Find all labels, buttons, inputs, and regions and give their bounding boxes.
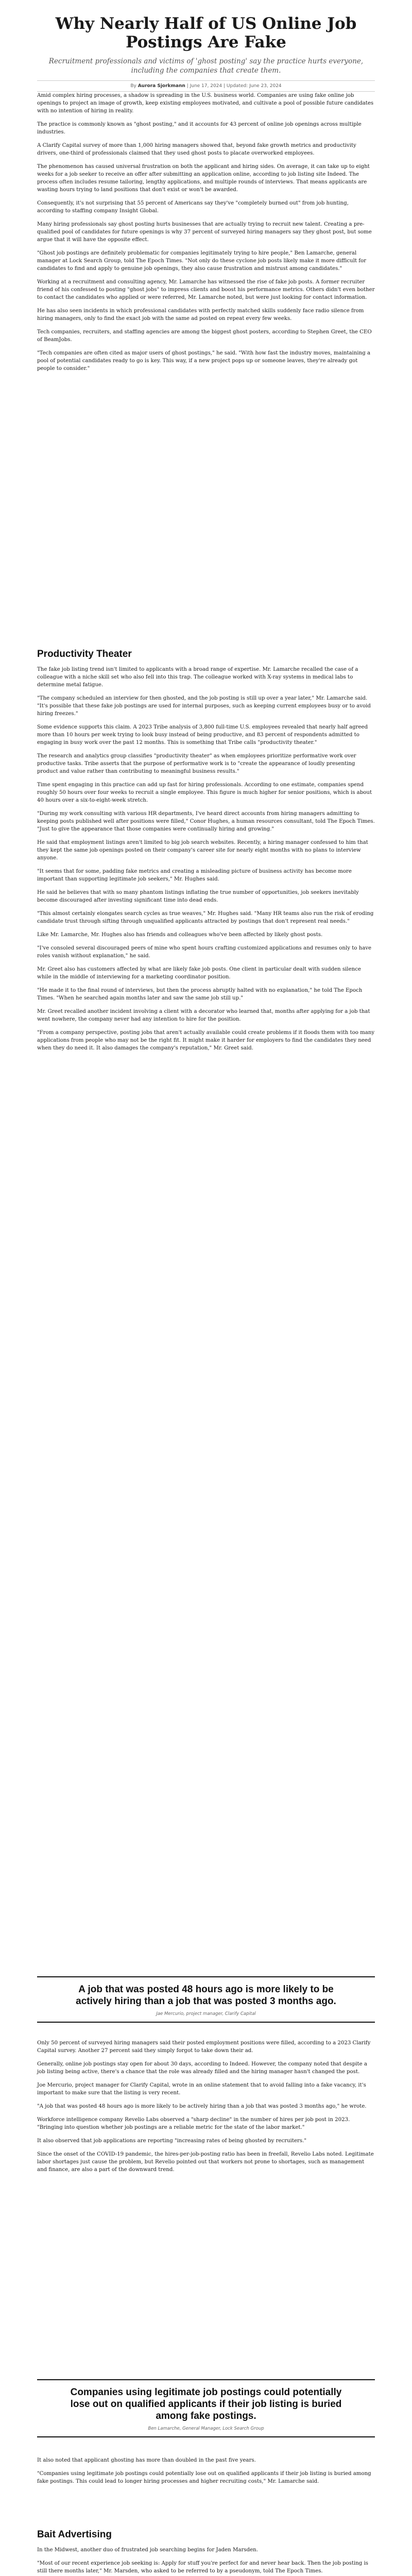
body-paragraph: "From a company perspective, posting jobs that aren't actually available could create problems if it floods them with too many applications from people who may not be the right fit. It might make it harder for employers to find the candidates they need when they do need it. It also damages the company's reputation," Mr. Greet said. (37, 1030, 375, 1051)
body-paragraph: "During my work consulting with various HR departments, I've heard direct accounts from hiring managers admitting to keeping posts published well after positions were filled," Conor Hughes, a human resources consultant, told The Epoch Times. "Just to give the appearance that those companies were continually hiring and growing." (37, 811, 375, 832)
middle-section (37, 2039, 375, 2179)
body-paragraph: "Tech companies are often cited as major users of ghost postings," he said. "With how fast the industry moves, maintaining a pool of potential candidates ready to go is key. This way, if a new project pops up or someone leaves, they're already got people to consider." (37, 350, 371, 371)
pullquote-2-text: Companies using legitimate job postings could potentially lose out on qualified applicants if their job listing is buried among fake postings. (70, 2387, 342, 2421)
body-paragraph: "This almost certainly elongates search cycles as true weaves," Mr. Hughes said. "Many HR teams also run the risk of eroding candidate trust through sifting through unqualified applicants attracted by postings that don't represent real needs." (37, 911, 374, 924)
body-paragraph: The research and analytics group classifies "productivity theater" as when employees prioritize performative work over productive tasks. Tribe asserts that the purpose of performative work is to "create the appearance of loudly presenting product and value rather than contributing to meaningful business results." (37, 753, 356, 774)
body-paragraph: "He made it to the final round of interviews, but then the process abruptly halted with no explanation," he told The Epoch Times. "When he searched again months later and saw the same job still up." (37, 988, 363, 1001)
article (37, 14, 375, 2574)
bait-section (37, 2529, 375, 2576)
body-paragraph: Only 50 percent of surveyed hiring managers said their posted employment positions were filled, according to a 2023 Clarify Capital survey. Another 27 percent said they simply forgot to take down their ad. (37, 2040, 371, 2054)
section-heading: Bait Advertising (37, 2529, 112, 2540)
byline-author[interactable]: Aurora Sjorkmann (138, 83, 185, 89)
body-paragraph: "I've consoled several discouraged peers of mine who spent hours crafting customized applications and resumes only to have roles vanish without explanation," he said. (37, 945, 372, 959)
body-paragraph: "The company scheduled an interview for then ghosted, and the job posting is still up over a year later," Mr. Lamarche said. "It's possible that these fake job postings are used for internal purposes, such as keeping current employees busy or to avoid hiring freezes." (37, 696, 371, 717)
body-paragraph: Generally, online job postings stay open for about 30 days, according to Indeed. However, the company noted that despite a job listing being active, there's a chance that the role was already filled and the hiring manager hasn't changed the post. (37, 2061, 367, 2075)
body-paragraph: It also noted that applicant ghosting has more than doubled in the past five years. (37, 2458, 256, 2463)
body-paragraph: The fake job listing trend isn't limited to applicants with a broad range of expertise. Mr. Lamarche recalled the case of a colleague with a niche skill set who also fell into this trap. The colleague worked with X-ray systems in medical labs to determine metal fatigue. (37, 667, 358, 688)
pullquote-1-text: A job that was posted 48 hours ago is more likely to be actively hiring than a job that was posted 3 months ago. (76, 1984, 336, 2007)
body-paragraph: Time spent engaging in this practice can add up fast for hiring professionals. According to one estimate, companies spend roughly 50 hours over four weeks to recruit a single employee. This figure is much higher for senior positions, which is about 40 hours over a six-to-eight-week stretch. (37, 782, 372, 803)
pullquote-2 (37, 2379, 375, 2437)
body-paragraph: "Ghost job postings are definitely problematic for companies legitimately trying to hire people," Ben Lamarche, general manager at Lock Search Group, told The Epoch Times. "Not only do these cyclone job posts likely make it more difficult for candidates to find and apply to genuine job openings, they also cause frustration and mistrust among candidates." (37, 250, 367, 272)
body-paragraph: A Clarify Capital survey of more than 1,000 hiring managers showed that, beyond fake growth metrics and productivity drivers, one-third of professionals claimed that they used ghost posts to placate overworked employees. (37, 143, 356, 156)
body-paragraph: Consequently, it's not surprising that 55 percent of Americans say they've "completely burned out" from job hunting, according to staffing company Insight Global. (37, 200, 349, 214)
body-paragraph: The phenomenon has caused universal frustration on both the applicant and hiring sides. On average, it can take up to eight weeks for a job seeker to receive an offer after submitting an application online, according to job listing site Indeed. The process often includes resume tailoring, lengthy applications, and multiple rounds of interviews. That means applicants are wasting hours trying to land positions that don't exist or won't be awarded. (37, 164, 370, 193)
byline-prefix: By (130, 83, 136, 89)
body-paragraph: Like Mr. Lamarche, Mr. Hughes also has friends and colleagues who've been affected by likely ghost posts. (37, 932, 323, 938)
after-quote-section (37, 2456, 375, 2491)
byline-date: June 17, 2024 (190, 83, 222, 89)
body-paragraph: Some evidence supports this claim. A 2023 Tribe analysis of 3,800 full-time U.S. employees revealed that nearly half agreed more than 10 hours per week trying to look busy instead of being productive, and 83 percent of respondents admitted to engaging in busy work over the past 12 months. This is something that Tribe calls "productivity theater." (37, 724, 368, 745)
body-paragraph: Tech companies, recruiters, and staffing agencies are among the biggest ghost posters, according to Stephen Greet, the CEO of BeamJobs. (37, 329, 372, 343)
intro-section (37, 92, 375, 378)
pullquote-1-attribution: Jae Mercurio, project manager, Clarify Capital (156, 2011, 256, 2016)
byline-sep-1: | (186, 83, 190, 89)
body-paragraph: "Most of our recent experience job seeking is: Apply for stuff you're perfect for and never hear back. Then the job posting is still there months later," Mr. Marsden, who asked to be referred to by a pseudonym, told The Epoch Times. (37, 2561, 369, 2574)
pullquote-2-attribution: Ben Lamarche, General Manager, Lock Search Group (148, 2426, 264, 2431)
byline-updated: Updated: June 23, 2024 (226, 83, 282, 89)
body-paragraph: Joe Mercurio, project manager for Clarify Capital, wrote in an online statement that to avoid falling into a fake vacancy, it's important to make sure that the listing is very recent. (37, 2082, 366, 2096)
body-paragraph: Amid complex hiring processes, a shadow is spreading in the U.S. business world. Companies are using fake online job openings to project an image of growth, keep existing employees motivated, and cultivate a pool of possible future candidates with no intention of hiring in reality. (37, 93, 374, 114)
section-heading: Productivity Theater (37, 649, 132, 659)
body-paragraph: It also observed that job applications are reporting "increasing rates of being ghosted by recruiters." (37, 2138, 307, 2144)
body-paragraph: Working at a recruitment and consulting agency, Mr. Lamarche has witnessed the rise of fake job posts. A former recruiter friend of his confessed to posting "ghost jobs" to impress clients and boost his performance metrics. Others didn't even bother to contact the candidates who applied or were referred, Mr. Lamarche noted, but were just looking for contact information. (37, 279, 375, 300)
byline-sep-2: | (224, 83, 227, 89)
body-paragraph: "It seems that for some, padding fake metrics and creating a misleading picture of business activity has become more important than supporting legitimate job seekers," Mr. Hughes said. (37, 869, 352, 882)
headline: Why Nearly Half of US Online Job Postings Are Fake (55, 14, 357, 52)
body-paragraph: Mr. Greet also has customers affected by what are likely fake job posts. One client in particular dealt with sudden silence while in the middle of interviewing for a marketing coordinator position. (37, 967, 361, 980)
body-paragraph: Many hiring professionals say ghost posting hurts businesses that are actually trying to recruit new talent. Creating a pre-qualified pool of candidates for future openings is why 37 percent of surveyed hiring managers say they ghost post, but some argue that it will have the opposite effect. (37, 222, 372, 243)
standfirst: Recruitment professionals and victims of 'ghost posting' say the practice hurts everyone, including the companies that create them. (48, 57, 364, 75)
body-paragraph: He said he believes that with so many phantom listings inflating the true number of opportunities, job seekers inevitably become discouraged after investing significant time into dead ends. (37, 890, 359, 903)
body-paragraph: In the Midwest, another duo of frustrated job searching begins for Jaden Marsden. (37, 2547, 258, 2553)
body-paragraph: "Companies using legitimate job postings could potentially lose out on qualified applicants if their job listing is buried among fake postings. This could lead to longer hiring processes and higher recruiting costs," Mr. Lamarche said. (37, 2471, 371, 2484)
body-paragraph: Mr. Greet recalled another incident involving a client with a decorator who learned that, months after applying for a job that went nowhere, the company never had any intention to hire for the position. (37, 1009, 370, 1022)
pullquote-1 (37, 1976, 375, 2023)
body-paragraph: Since the onset of the COVID-19 pandemic, the hires-per-job-posting ratio has been in freefall, Revelio Labs noted. Legitimate labor shortages just cause the problem, but Revelio pointed out that workers not prone to shortages, such as management and finance, are also a part of the downward trend. (37, 2151, 374, 2173)
productivity-section (37, 648, 375, 1058)
body-paragraph: "A job that was posted 48 hours ago is more likely to be actively hiring than a job that was posted 3 months ago," he wrote. (37, 2104, 367, 2109)
byline (37, 80, 375, 92)
body-paragraph: He has also seen incidents in which professional candidates with perfectly matched skills suddenly face radio silence from hiring managers, only to find the exact job with the same ad posted on repeat every few weeks. (37, 308, 364, 321)
body-paragraph: The practice is commonly known as "ghost posting," and it accounts for 43 percent of online job openings across multiple industries. (37, 122, 362, 135)
body-paragraph: He said that employment listings aren't limited to big job search websites. Recently, a hiring manager confessed to him that they kept the same job openings posted on their company's career site for nearly eight months with no plans to interview anyone. (37, 840, 368, 861)
body-paragraph: Workforce intelligence company Revelio Labs observed a "sharp decline" in the number of hires per job post in 2023. "Bringing into question whether job postings are a reliable metric for the state of the labor market." (37, 2117, 350, 2130)
